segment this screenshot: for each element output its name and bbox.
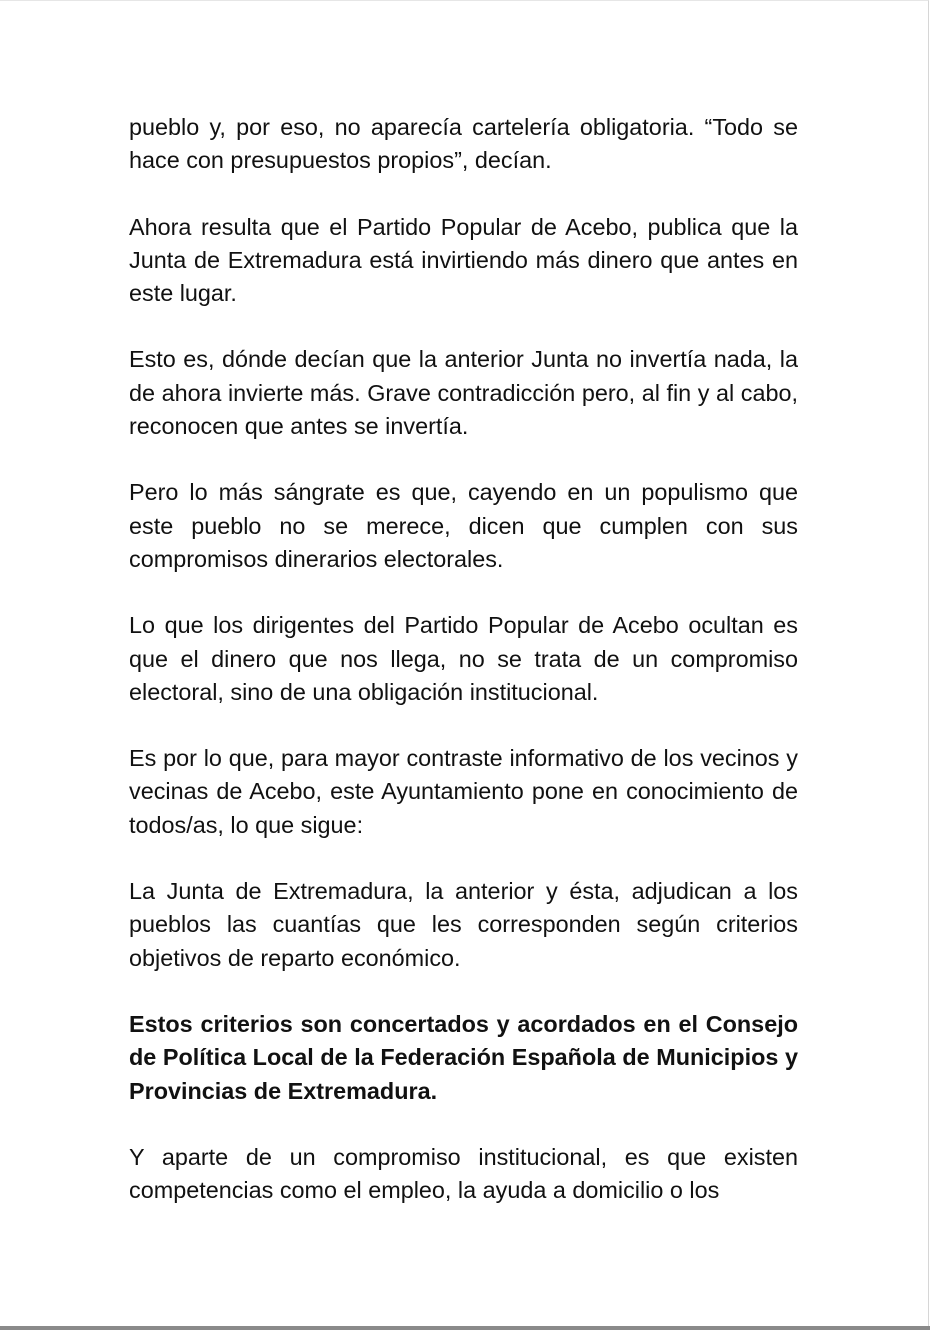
- paragraph: Ahora resulta que el Partido Popular de Acebo, publica que la Junta de Extremadura está invirtiendo más dinero que antes en este lugar.: [129, 213, 798, 307]
- paragraph: Pero lo más sángrate es que, cayendo en un populismo que este pueblo no se merece, dicen que cumplen con sus compromisos dinerarios electorales.: [129, 479, 798, 572]
- paragraph: La Junta de Extremadura, la anterior y ésta, adjudican a los pueblos las cuantías que les corresponden según criterios objetivos de reparto económico.: [129, 878, 798, 971]
- paragraph: Es por lo que, para mayor contraste informativo de los vecinos y vecinas de Acebo, este Ayuntamiento pone en conocimiento de todos/as, lo que sigue:: [129, 745, 798, 838]
- paragraph: Y aparte de un compromiso institucional, es que existen competencias como el empleo, la ayuda a domicilio o los: [129, 1143, 798, 1204]
- paragraph: Esto es, dónde decían que la anterior Junta no invertía nada, la de ahora invierte más. Grave contradicción pero, al fin y al cabo, reconocen que antes se invertía.: [129, 346, 798, 440]
- bold-paragraph: Estos criterios son concertados y acordados en el Consejo de Política Local de la Federación Española de Municipios y Provincias de Extremadura.: [129, 1010, 798, 1104]
- paragraph: pueblo y, por eso, no aparecía cartelería obligatoria. “Todo se hace con presupuestos propios”, decían.: [129, 114, 798, 174]
- document-body: [129, 111, 798, 1240]
- paragraph: Lo que los dirigentes del Partido Popular de Acebo ocultan es que el dinero que nos llega, no se trata de un compromiso electoral, sino de una obligación institucional.: [129, 612, 798, 705]
- page-bottom-edge: [0, 1326, 930, 1330]
